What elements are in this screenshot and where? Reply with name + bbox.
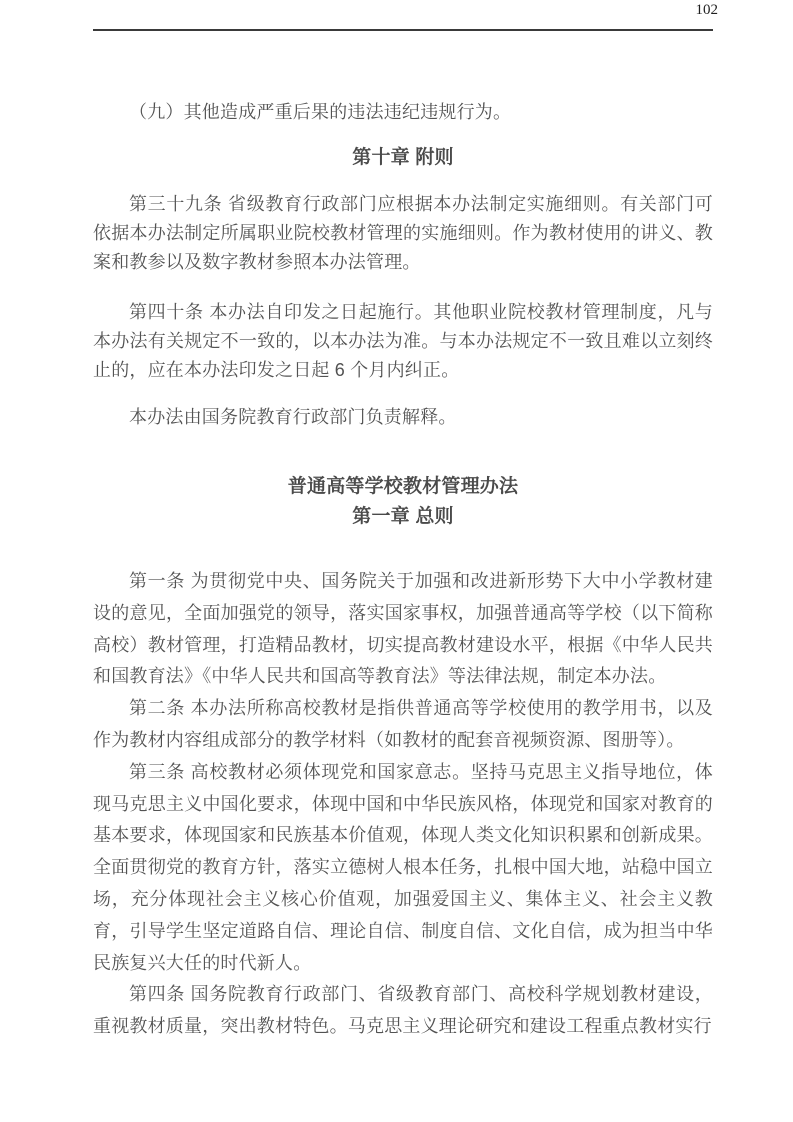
page-number: 102 (695, 2, 718, 18)
interpretation-paragraph: 本办法由国务院教育行政部门负责解释。 (129, 407, 457, 427)
article-39-paragraph: 第三十九条 省级教育行政部门应根据本办法制定实施细则。有关部门可依据本办法制定所属职业院校教材管理的实施细则。作为教材使用的讲义、教案和教参以及数字教材参照本办法管理。 (93, 194, 713, 272)
doc2-title: 普通高等学校教材管理办法 (287, 476, 519, 497)
article-2-paragraph: 第二条 本办法所称高校教材是指供普通高等学校使用的教学用书，以及作为教材内容组成部分的教学材料（如教材的配套音视频资源、图册等）。 (93, 698, 713, 750)
clause-9-paragraph: （九）其他造成严重后果的违法违纪违规行为。 (129, 102, 512, 122)
chapter-10-heading: 第十章 附则 (352, 147, 454, 168)
article-40-paragraph: 第四十条 本办法自印发之日起施行。其他职业院校教材管理制度，凡与本办法有关规定不一致的，以本办法为准。与本办法规定不一致且难以立刻终止的，应在本办法印发之日起 6 个月内纠正。 (93, 302, 713, 380)
article-1-paragraph: 第一条 为贯彻党中央、国务院关于加强和改进新形势下大中小学教材建设的意见，全面加强党的领导，落实国家事权，加强普通高等学校（以下简称高校）教材管理，打造精品教材，切实提高教材建设水平，根据《中华人民共和国教育法》《中华人民共和国高等教育法》等法律法规，制定本办法。 (93, 571, 713, 687)
chapter-1-heading: 第一章 总则 (352, 506, 454, 527)
article-4-paragraph: 第四条 国务院教育行政部门、省级教育部门、高校科学规划教材建设，重视教材质量，突出教材特色。马克思主义理论研究和建设工程重点教材实行 (93, 984, 713, 1037)
article-3-paragraph: 第三条 高校教材必须体现党和国家意志。坚持马克思主义指导地位，体现马克思主义中国化要求，体现中国和中华民族风格，体现党和国家对教育的基本要求，体现国家和民族基本价值观，体现人类文化知识积累和创新成果。全面贯彻党的教育方针，落实立德树人根本任务，扎根中国大地，站稳中国立场，充分体现社会主义核心价值观，加强爱国主义、集体主义、社会主义教育，引导学生坚定道路自信、理论自信、制度自信、文化自信，成为担当中华民族复兴大任的时代新人。 (93, 761, 713, 973)
document-content (93, 0, 713, 1043)
